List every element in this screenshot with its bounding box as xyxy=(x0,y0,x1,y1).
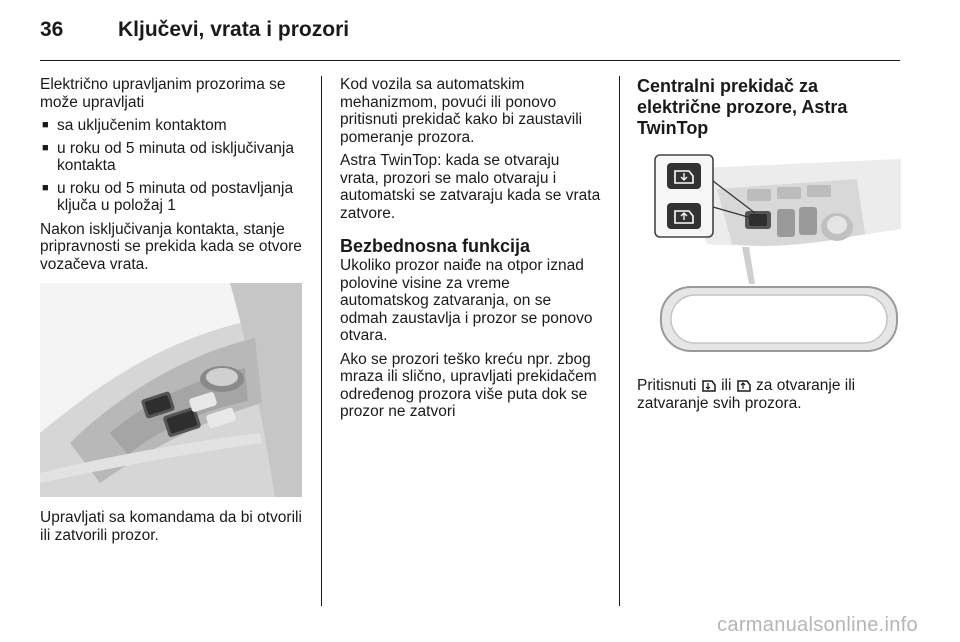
section-heading: Bezbednosna funkcija xyxy=(340,236,531,256)
condition-list xyxy=(40,117,302,215)
list-item: ■ sa uključenim kontaktom xyxy=(40,117,302,135)
figure-caption: Upravljati sa komandama da bi otvorili ili zatvorili prozor. xyxy=(40,509,302,544)
standby-paragraph: Nakon isključivanja kontakta, stanje pripravnosti se prekida kada se otvore vozačeva vrata. xyxy=(40,220,302,273)
central-window-switch-figure xyxy=(637,149,901,363)
safety-paragraph: Ukoliko prozor naiđe na otpor iznad polovine visine za vreme automatskog zatvaranja, on se odmah zaustavlja i prozor se ponovo otvara. xyxy=(340,257,593,344)
page-header xyxy=(40,14,900,54)
column-middle xyxy=(340,76,602,427)
column-right xyxy=(637,76,905,418)
automatic-paragraph: Kod vozila sa automatskim mehanizmom, povući ili ponovo pritisnuti prekidač kako bi zaustavili pomeranje prozora. xyxy=(340,76,583,146)
list-item: ■ u roku od 5 minuta od isključivanja kontakta xyxy=(40,140,302,175)
section-heading: Centralni prekidač za električne prozore, Astra TwinTop xyxy=(637,76,848,138)
column-left xyxy=(40,76,302,550)
watermark: carmanualsonline.info xyxy=(717,614,918,636)
window-switch-icon xyxy=(701,377,717,393)
list-item: ■ u roku od 5 minuta od postavljanja ključa u položaj 1 xyxy=(40,180,302,215)
intro-paragraph: Električno upravljanim prozorima se može upravljati xyxy=(40,76,286,111)
column-divider xyxy=(619,76,620,606)
door-window-switch-panel-figure xyxy=(40,283,302,497)
caption-mid: ili xyxy=(721,377,732,394)
caption-pre: Pritisnuti xyxy=(637,377,697,394)
column-divider xyxy=(321,76,322,606)
window-switch-icon xyxy=(736,377,752,393)
twintop-paragraph: Astra TwinTop: kada se otvaraju vrata, prozori se malo otvaraju i automatski se zatvaraju kada se vrata zatvore. xyxy=(340,152,601,222)
page-number: 36 xyxy=(40,18,64,41)
chapter-title: Ključevi, vrata i prozori xyxy=(118,18,350,41)
figure-caption xyxy=(637,377,905,412)
caption-post: za otvaranje ili zatvaranje svih prozora. xyxy=(637,377,856,412)
frost-paragraph: Ako se prozori teško kreću npr. zbog mraza ili slično, upravljati prekidačem određenog prozora više puta dok se prozor ne zatvori xyxy=(340,350,597,420)
header-rule xyxy=(40,60,900,61)
